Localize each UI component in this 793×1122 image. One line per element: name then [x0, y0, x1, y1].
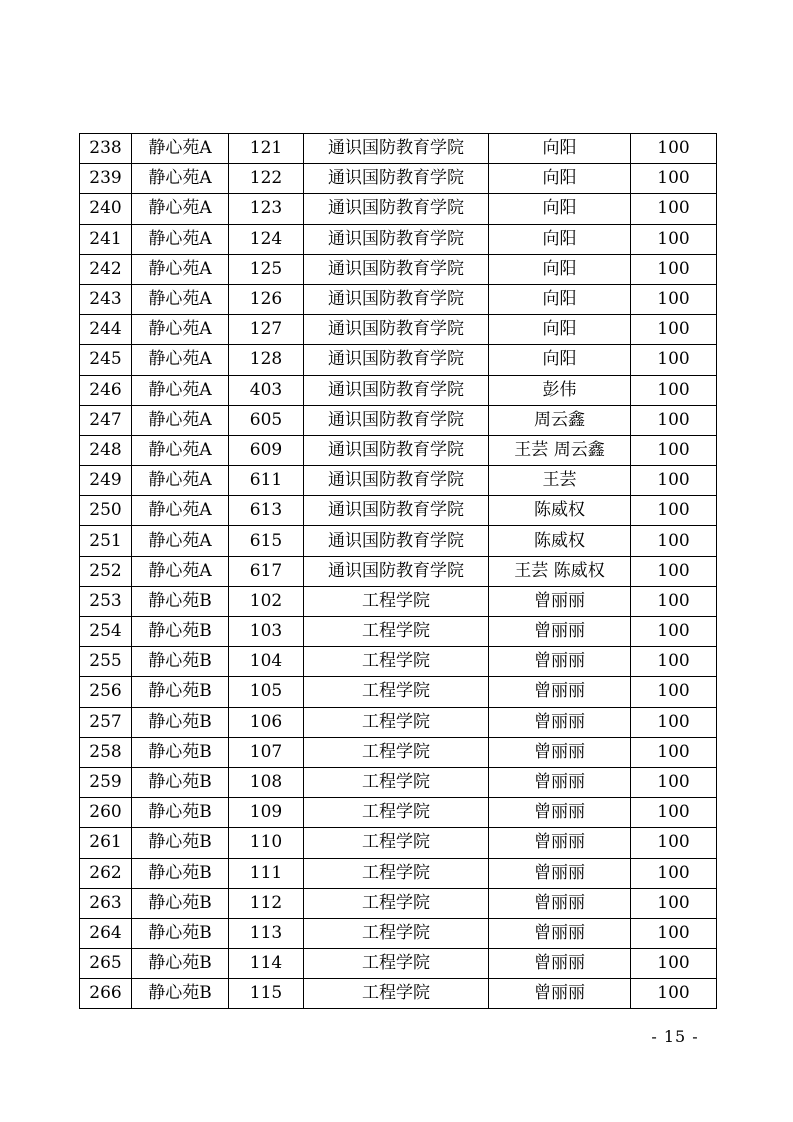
cell-counselor: 王芸 周云鑫 — [489, 435, 631, 465]
cell-room: 617 — [229, 556, 304, 586]
cell-college: 工程学院 — [304, 949, 489, 979]
cell-score: 100 — [631, 284, 717, 314]
cell-counselor: 曾丽丽 — [489, 858, 631, 888]
cell-seq: 239 — [80, 164, 132, 194]
cell-building: 静心苑B — [132, 858, 229, 888]
cell-seq: 242 — [80, 254, 132, 284]
table-row — [80, 556, 717, 586]
cell-score: 100 — [631, 888, 717, 918]
cell-counselor: 向阳 — [489, 164, 631, 194]
cell-score: 100 — [631, 767, 717, 797]
cell-counselor: 向阳 — [489, 224, 631, 254]
cell-building: 静心苑A — [132, 435, 229, 465]
table-row — [80, 767, 717, 797]
cell-room: 111 — [229, 858, 304, 888]
cell-seq: 241 — [80, 224, 132, 254]
cell-seq: 244 — [80, 315, 132, 345]
cell-building: 静心苑B — [132, 586, 229, 616]
cell-college: 工程学院 — [304, 677, 489, 707]
cell-room: 107 — [229, 737, 304, 767]
cell-room: 103 — [229, 617, 304, 647]
cell-score: 100 — [631, 828, 717, 858]
cell-seq: 254 — [80, 617, 132, 647]
cell-college: 工程学院 — [304, 586, 489, 616]
cell-building: 静心苑B — [132, 979, 229, 1009]
cell-counselor: 曾丽丽 — [489, 828, 631, 858]
cell-building: 静心苑A — [132, 254, 229, 284]
cell-counselor: 向阳 — [489, 254, 631, 284]
cell-score: 100 — [631, 496, 717, 526]
table-row — [80, 586, 717, 616]
cell-counselor: 曾丽丽 — [489, 617, 631, 647]
cell-college: 通识国防教育学院 — [304, 466, 489, 496]
page-number: - 15 - — [651, 1027, 699, 1046]
cell-college: 通识国防教育学院 — [304, 375, 489, 405]
cell-room: 613 — [229, 496, 304, 526]
cell-counselor: 曾丽丽 — [489, 677, 631, 707]
table-row — [80, 496, 717, 526]
cell-building: 静心苑A — [132, 405, 229, 435]
cell-seq: 240 — [80, 194, 132, 224]
cell-score: 100 — [631, 798, 717, 828]
table-row — [80, 375, 717, 405]
cell-college: 通识国防教育学院 — [304, 164, 489, 194]
table-row — [80, 526, 717, 556]
cell-counselor: 曾丽丽 — [489, 979, 631, 1009]
cell-score: 100 — [631, 677, 717, 707]
cell-room: 125 — [229, 254, 304, 284]
cell-seq: 248 — [80, 435, 132, 465]
table-row — [80, 918, 717, 948]
table-row — [80, 858, 717, 888]
cell-score: 100 — [631, 949, 717, 979]
cell-building: 静心苑A — [132, 134, 229, 164]
cell-score: 100 — [631, 405, 717, 435]
cell-room: 403 — [229, 375, 304, 405]
cell-building: 静心苑A — [132, 345, 229, 375]
cell-room: 615 — [229, 526, 304, 556]
cell-room: 609 — [229, 435, 304, 465]
cell-seq: 256 — [80, 677, 132, 707]
cell-score: 100 — [631, 375, 717, 405]
cell-score: 100 — [631, 526, 717, 556]
cell-seq: 264 — [80, 918, 132, 948]
cell-college: 工程学院 — [304, 617, 489, 647]
cell-score: 100 — [631, 556, 717, 586]
cell-score: 100 — [631, 164, 717, 194]
cell-counselor: 向阳 — [489, 315, 631, 345]
cell-building: 静心苑A — [132, 556, 229, 586]
cell-score: 100 — [631, 435, 717, 465]
cell-college: 工程学院 — [304, 979, 489, 1009]
cell-counselor: 曾丽丽 — [489, 888, 631, 918]
cell-room: 104 — [229, 647, 304, 677]
cell-building: 静心苑A — [132, 496, 229, 526]
table-row — [80, 979, 717, 1009]
cell-building: 静心苑B — [132, 918, 229, 948]
cell-seq: 259 — [80, 767, 132, 797]
cell-score: 100 — [631, 586, 717, 616]
cell-college: 工程学院 — [304, 737, 489, 767]
cell-seq: 263 — [80, 888, 132, 918]
cell-seq: 251 — [80, 526, 132, 556]
cell-building: 静心苑A — [132, 315, 229, 345]
cell-building: 静心苑B — [132, 798, 229, 828]
cell-building: 静心苑B — [132, 677, 229, 707]
cell-building: 静心苑B — [132, 647, 229, 677]
table-row — [80, 707, 717, 737]
table-row — [80, 345, 717, 375]
cell-building: 静心苑A — [132, 466, 229, 496]
cell-building: 静心苑A — [132, 526, 229, 556]
cell-score: 100 — [631, 345, 717, 375]
cell-seq: 247 — [80, 405, 132, 435]
cell-building: 静心苑B — [132, 949, 229, 979]
cell-seq: 261 — [80, 828, 132, 858]
cell-score: 100 — [631, 315, 717, 345]
cell-seq: 246 — [80, 375, 132, 405]
cell-college: 通识国防教育学院 — [304, 224, 489, 254]
cell-score: 100 — [631, 858, 717, 888]
cell-room: 105 — [229, 677, 304, 707]
cell-score: 100 — [631, 466, 717, 496]
cell-building: 静心苑A — [132, 224, 229, 254]
cell-seq: 249 — [80, 466, 132, 496]
cell-counselor: 曾丽丽 — [489, 647, 631, 677]
cell-score: 100 — [631, 254, 717, 284]
table-row — [80, 949, 717, 979]
cell-college: 工程学院 — [304, 918, 489, 948]
cell-college: 通识国防教育学院 — [304, 556, 489, 586]
cell-seq: 255 — [80, 647, 132, 677]
cell-building: 静心苑B — [132, 707, 229, 737]
cell-score: 100 — [631, 707, 717, 737]
cell-seq: 262 — [80, 858, 132, 888]
table-row — [80, 134, 717, 164]
cell-seq: 266 — [80, 979, 132, 1009]
cell-room: 121 — [229, 134, 304, 164]
cell-counselor: 王芸 — [489, 466, 631, 496]
cell-college: 通识国防教育学院 — [304, 194, 489, 224]
cell-college: 通识国防教育学院 — [304, 435, 489, 465]
cell-counselor: 周云鑫 — [489, 405, 631, 435]
cell-college: 通识国防教育学院 — [304, 134, 489, 164]
cell-room: 115 — [229, 979, 304, 1009]
cell-counselor: 向阳 — [489, 345, 631, 375]
cell-room: 126 — [229, 284, 304, 314]
cell-counselor: 向阳 — [489, 284, 631, 314]
cell-room: 112 — [229, 888, 304, 918]
cell-room: 102 — [229, 586, 304, 616]
cell-college: 工程学院 — [304, 707, 489, 737]
cell-counselor: 向阳 — [489, 134, 631, 164]
table-row — [80, 315, 717, 345]
cell-seq: 258 — [80, 737, 132, 767]
table-row — [80, 647, 717, 677]
cell-college: 工程学院 — [304, 858, 489, 888]
cell-room: 113 — [229, 918, 304, 948]
table-row — [80, 798, 717, 828]
dormitory-score-table — [79, 133, 717, 1009]
cell-college: 通识国防教育学院 — [304, 315, 489, 345]
cell-score: 100 — [631, 979, 717, 1009]
table-row — [80, 828, 717, 858]
cell-building: 静心苑B — [132, 617, 229, 647]
table-body — [80, 134, 717, 1009]
cell-room: 611 — [229, 466, 304, 496]
cell-counselor: 曾丽丽 — [489, 798, 631, 828]
cell-counselor: 曾丽丽 — [489, 737, 631, 767]
table-row — [80, 405, 717, 435]
cell-counselor: 曾丽丽 — [489, 918, 631, 948]
cell-building: 静心苑A — [132, 164, 229, 194]
cell-seq: 250 — [80, 496, 132, 526]
cell-building: 静心苑B — [132, 737, 229, 767]
cell-score: 100 — [631, 737, 717, 767]
cell-college: 通识国防教育学院 — [304, 254, 489, 284]
table-row — [80, 194, 717, 224]
cell-building: 静心苑B — [132, 888, 229, 918]
cell-room: 114 — [229, 949, 304, 979]
cell-college: 通识国防教育学院 — [304, 405, 489, 435]
cell-college: 工程学院 — [304, 828, 489, 858]
cell-seq: 265 — [80, 949, 132, 979]
cell-college: 工程学院 — [304, 798, 489, 828]
cell-score: 100 — [631, 647, 717, 677]
cell-counselor: 曾丽丽 — [489, 707, 631, 737]
cell-room: 108 — [229, 767, 304, 797]
cell-college: 工程学院 — [304, 647, 489, 677]
table-row — [80, 737, 717, 767]
table-row — [80, 254, 717, 284]
cell-building: 静心苑A — [132, 194, 229, 224]
table-row — [80, 435, 717, 465]
table-row — [80, 284, 717, 314]
cell-building: 静心苑B — [132, 767, 229, 797]
cell-college: 工程学院 — [304, 767, 489, 797]
cell-counselor: 陈威权 — [489, 496, 631, 526]
cell-counselor: 陈威权 — [489, 526, 631, 556]
cell-room: 122 — [229, 164, 304, 194]
cell-college: 通识国防教育学院 — [304, 345, 489, 375]
cell-score: 100 — [631, 918, 717, 948]
table-row — [80, 466, 717, 496]
cell-score: 100 — [631, 224, 717, 254]
cell-seq: 260 — [80, 798, 132, 828]
cell-counselor: 彭伟 — [489, 375, 631, 405]
cell-score: 100 — [631, 134, 717, 164]
cell-building: 静心苑A — [132, 375, 229, 405]
cell-seq: 243 — [80, 284, 132, 314]
cell-seq: 253 — [80, 586, 132, 616]
cell-counselor: 王芸 陈威权 — [489, 556, 631, 586]
cell-building: 静心苑A — [132, 284, 229, 314]
cell-counselor: 曾丽丽 — [489, 949, 631, 979]
cell-college: 通识国防教育学院 — [304, 496, 489, 526]
table-row — [80, 617, 717, 647]
cell-college: 通识国防教育学院 — [304, 526, 489, 556]
cell-room: 605 — [229, 405, 304, 435]
cell-room: 106 — [229, 707, 304, 737]
cell-score: 100 — [631, 617, 717, 647]
cell-room: 109 — [229, 798, 304, 828]
cell-seq: 245 — [80, 345, 132, 375]
cell-seq: 238 — [80, 134, 132, 164]
table-row — [80, 888, 717, 918]
cell-room: 124 — [229, 224, 304, 254]
cell-room: 123 — [229, 194, 304, 224]
cell-room: 127 — [229, 315, 304, 345]
table-row — [80, 224, 717, 254]
cell-counselor: 曾丽丽 — [489, 767, 631, 797]
cell-seq: 257 — [80, 707, 132, 737]
cell-building: 静心苑B — [132, 828, 229, 858]
table-row — [80, 164, 717, 194]
cell-room: 110 — [229, 828, 304, 858]
table-row — [80, 677, 717, 707]
cell-seq: 252 — [80, 556, 132, 586]
cell-counselor: 曾丽丽 — [489, 586, 631, 616]
cell-counselor: 向阳 — [489, 194, 631, 224]
cell-college: 工程学院 — [304, 888, 489, 918]
cell-college: 通识国防教育学院 — [304, 284, 489, 314]
cell-room: 128 — [229, 345, 304, 375]
cell-score: 100 — [631, 194, 717, 224]
